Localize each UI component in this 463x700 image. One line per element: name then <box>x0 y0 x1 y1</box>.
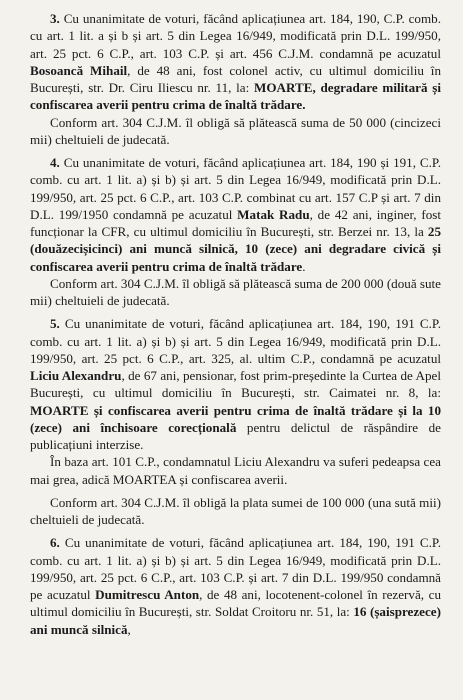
bold-text: 4. <box>50 155 60 170</box>
bold-text: 5. <box>50 316 60 332</box>
paragraph-item-4 <box>30 154 441 275</box>
text-run: Cu unanimitate de voturi, făcând aplicațiunea art. 184, 190, C.P. comb. cu art. 1 lit. a și b și art. 5 din Legea 16/949, modificată prin D.L. 199/950, art. 25 pct. 6 C.P., art. 103 C.P. și art. 456 C.J.M. condamnă pe acuzatul <box>30 11 441 61</box>
paragraph-item-5-penalty <box>30 453 441 488</box>
paragraph-item-5 <box>30 315 441 453</box>
bold-text: MOARTE și confiscarea averii pentru crima de înaltă trădare și la 10 (zece) ani închisoare corecțională <box>30 402 441 435</box>
text-run: , de 42 ani, inginer, fost funcționar la CFR, cu ultimul domiciliu în București, str. Berzei nr. 13, la <box>30 206 442 239</box>
text-run: Conform art. 304 C.J.M. îl obligă să plătească suma de 200 000 (două sute mii) cheltuieli de judecată. <box>30 275 441 308</box>
bold-text: 16 (șaisprezece) ani muncă silnică <box>30 604 441 637</box>
text-run: , de 67 ani, pensionar, fost prim-președinte la Curtea de Apel București, cu ultimul domiciliu în București, str. Caimatei nr. 8, la: <box>30 368 441 401</box>
paragraph-item-4-costs <box>30 275 441 310</box>
text-run: Conform art. 304 C.J.M. îl obligă să plătească suma de 50 000 (cincizeci mii) cheltuieli de judecată. <box>30 114 441 147</box>
text-run: Cu unanimitate de voturi, făcând aplicațiunea art. 184, 190, 191 C.P. comb. cu art. 1 lit. a) și b) și art. 5 din Legea 16/949, modificată prin D.L. 199/950, art. 25 pct. 6 C.P., art. 325, al. ultim C.P., condamnă pe acuzatul <box>30 316 441 366</box>
text-run: , de 48 ani, locotenent-colonel în rezervă, cu ultimul domiciliu în București, str. Soldat Croitoru nr. 51, la: <box>30 587 441 620</box>
bold-text: 25 (douăzecișicinci) ani muncă silnică, 10 (zece) ani degradare civică și confiscarea averii pentru crima de înaltă trădare <box>30 224 441 274</box>
paragraph-item-3 <box>30 10 441 114</box>
text-run: pentru delictul de răspândire de publicațiuni interzise. <box>30 419 441 452</box>
paragraph-item-5-costs <box>30 494 441 529</box>
bold-text: 6. <box>50 535 60 551</box>
text-run: Cu unanimitate de voturi, făcând aplicațiunea art. 184, 190, 191 C.P. comb. cu art. 1 lit. a) și b) și art. 5 din Legea 16/949, modificată prin D.L. 199/950, art. 25 pct. 6 C.P., art. 103 C.P. și art. 7 din D.L. 199/950 condamnă pe acuzatul <box>30 535 441 602</box>
bold-text: 3. <box>50 11 60 26</box>
bold-text: Bosoancă Mihail <box>30 62 128 78</box>
text-run: , de 48 ani, fost colonel activ, cu ultimul domiciliu în București, str. Dr. Ciru Iliescu nr. 11, la: <box>30 62 441 95</box>
text-run: Conform art. 304 C.J.M. îl obligă la plata sumei de 100 000 (una sută mii) cheltuieli de judecată. <box>30 494 441 527</box>
paragraph-item-3-costs <box>30 114 441 149</box>
bold-text: Liciu Alexandru <box>30 368 122 383</box>
bold-text: Dumitrescu Anton <box>95 587 200 602</box>
text-run: , <box>127 621 131 637</box>
bold-text: MOARTE, degradare militară și confiscarea averii pentru crima de înaltă trădare. <box>30 80 441 113</box>
text-run: În baza art. 101 C.P., condamnatul Liciu Alexandru va suferi pedeapsa cea mai grea, adică MOARTEA și confiscarea averii. <box>30 454 441 487</box>
text-run: . <box>302 258 306 274</box>
text-run: Cu unanimitate de voturi, făcând aplicațiunea art. 184, 190 și 191, C.P. comb. cu art. 1 lit. a) și b) și art. 5 din Legea 16/949, modificată prin D.L. 199/950, art. 25 pct. 6 C.P., art. 103 C.P. combinat cu art. 157 C.P și art. 7 din D.L. 199/1950 condamnă pe acuzatul <box>30 155 441 222</box>
paragraph-item-6 <box>30 534 441 638</box>
bold-text: Matak Radu <box>237 206 310 222</box>
